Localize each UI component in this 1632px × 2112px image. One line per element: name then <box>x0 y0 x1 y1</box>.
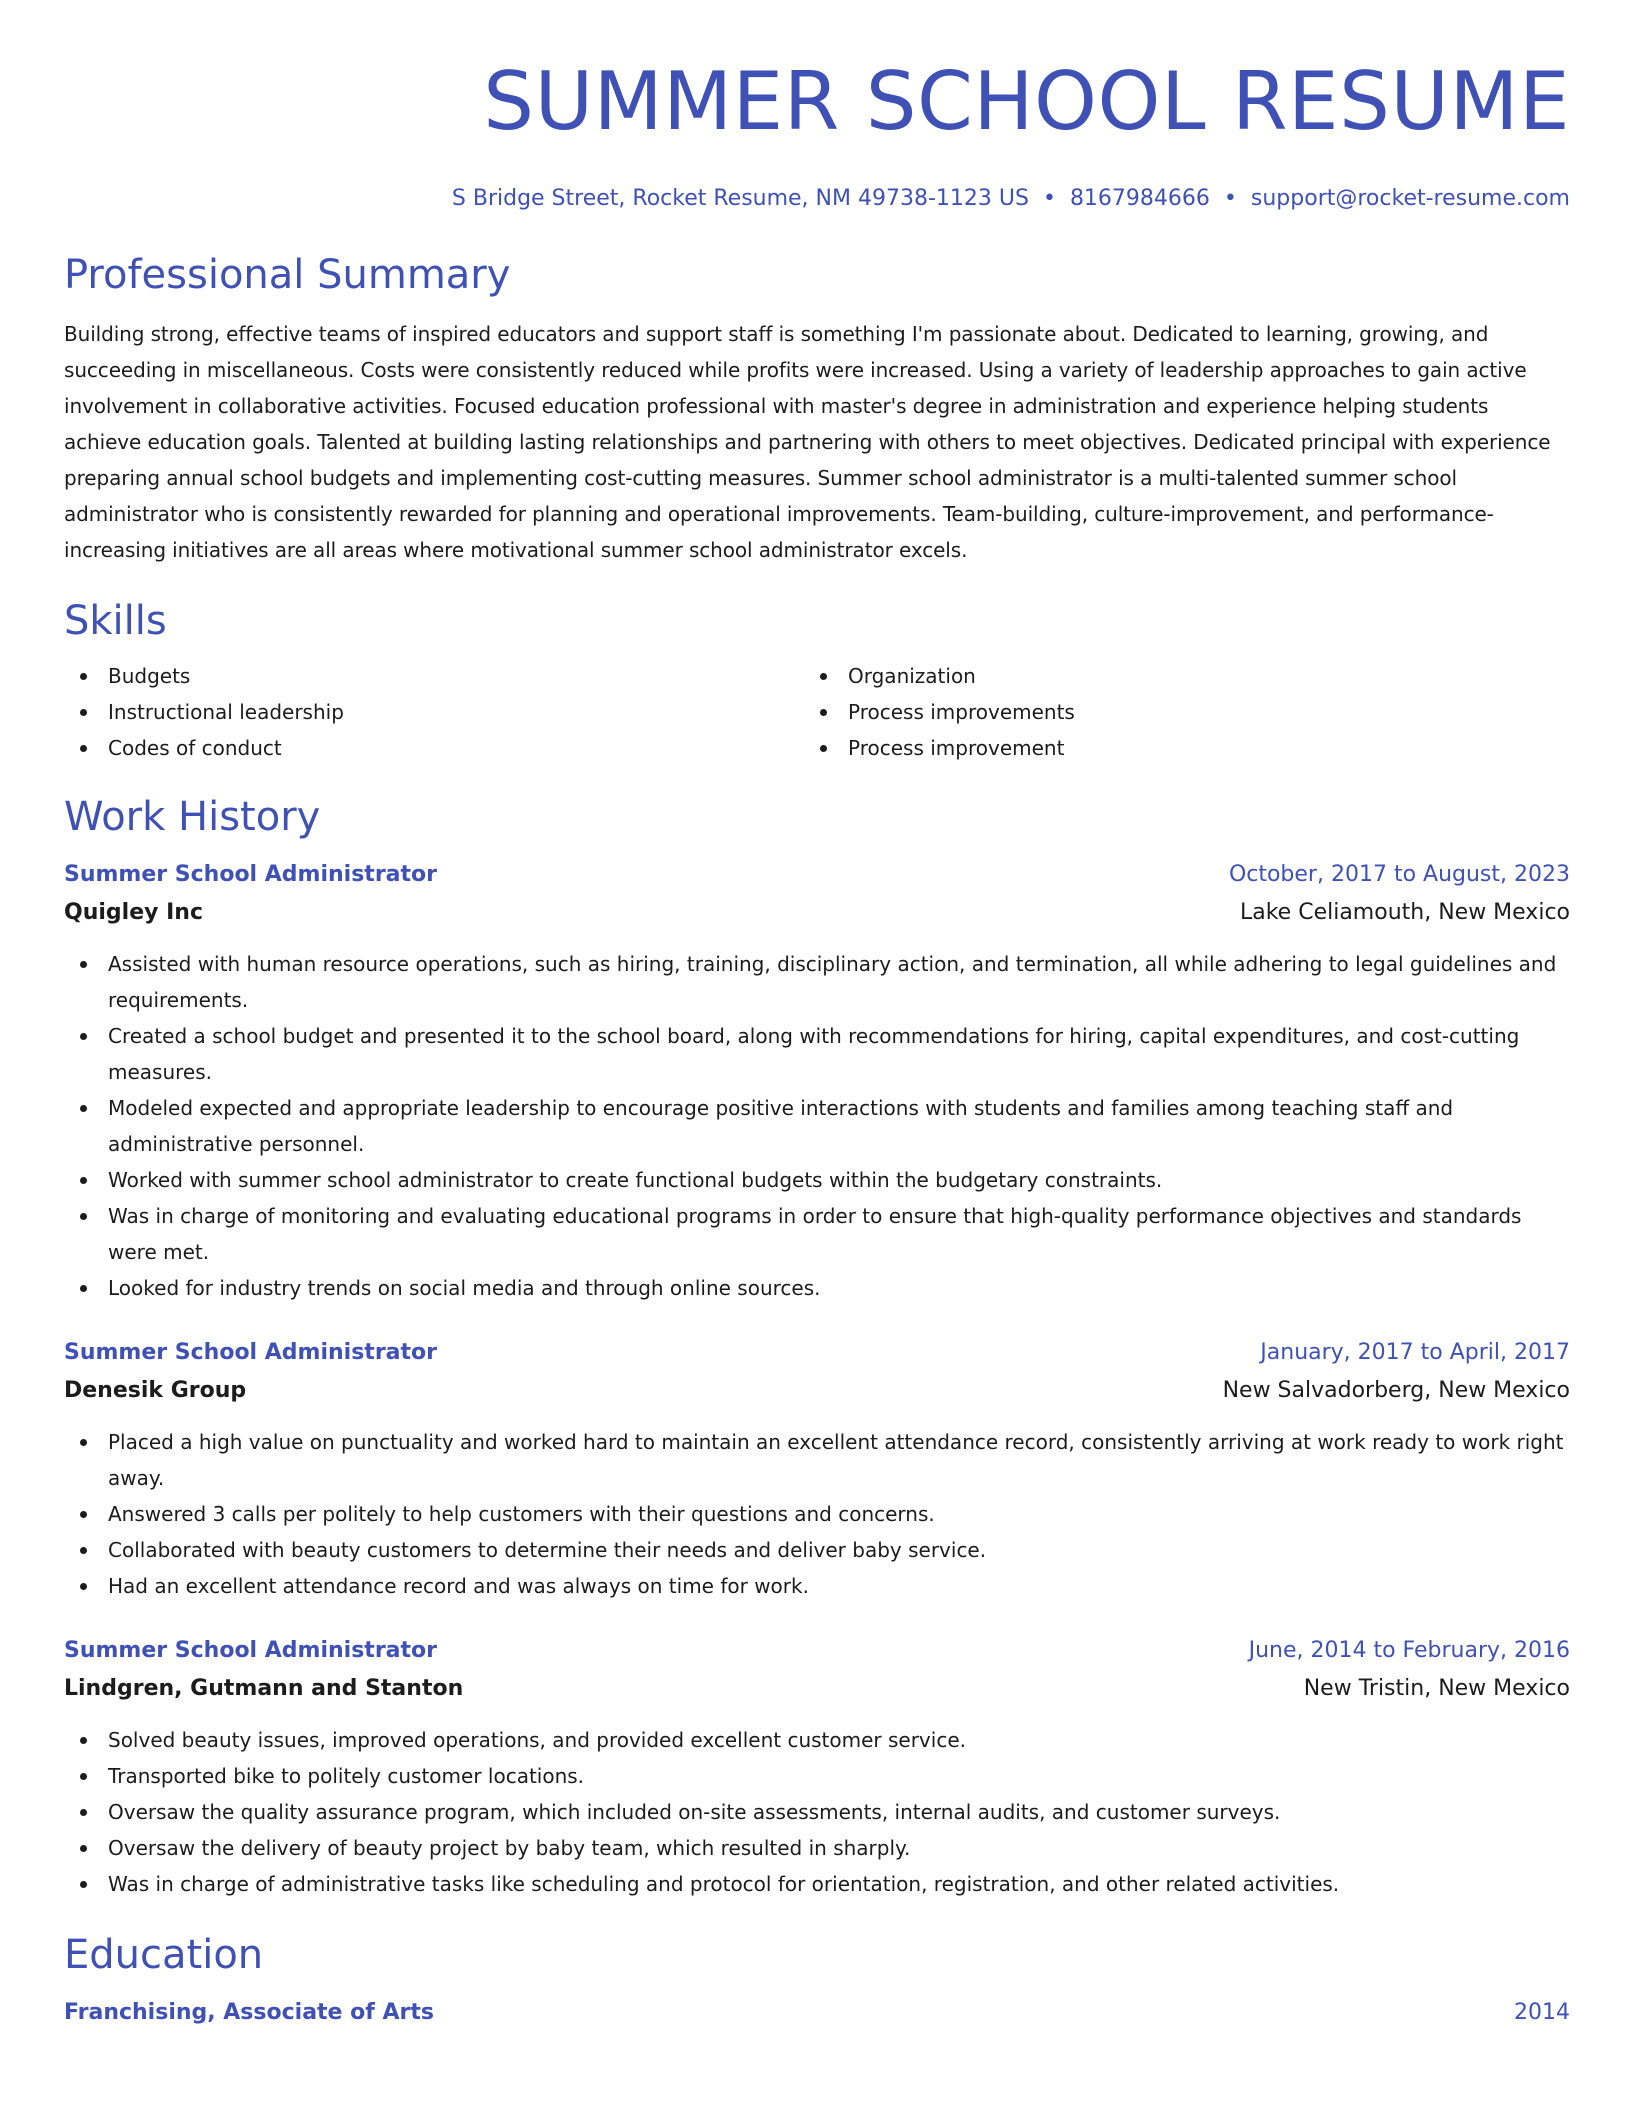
job-dates: October, 2017 to August, 2023 <box>1228 862 1570 887</box>
job-entry <box>64 1632 1570 1902</box>
education-row <box>64 1994 1570 2032</box>
contact-address: S Bridge Street, Rocket Resume, NM 49738-1123 US <box>451 186 1029 211</box>
section-title-summary: Professional Summary <box>64 252 511 298</box>
contact-separator: • <box>1223 186 1237 211</box>
job-location: Lake Celiamouth, New Mexico <box>1239 900 1570 925</box>
skill-item: Process improvements <box>804 694 1544 730</box>
education-degree: Franchising, Associate of Arts <box>64 2000 434 2025</box>
job-title: Summer School Administrator <box>64 1340 437 1365</box>
job-bullet: Modeled expected and appropriate leadership to encourage positive interactions with students and families among teaching staff and administrative personnel. <box>64 1090 1570 1162</box>
job-company-row <box>64 1670 1570 1708</box>
job-header-row <box>64 1632 1570 1670</box>
job-company-row <box>64 1372 1570 1410</box>
job-bullet: Placed a high value on punctuality and worked hard to maintain an excellent attendance record, consistently arriving at work ready to work right away. <box>64 1424 1570 1496</box>
job-bullet: Was in charge of administrative tasks like scheduling and protocol for orientation, registration, and other related activities. <box>64 1866 1570 1902</box>
job-company: Quigley Inc <box>64 900 204 925</box>
job-bullet: Was in charge of monitoring and evaluating educational programs in order to ensure that high-quality performance objectives and standards were met. <box>64 1198 1570 1270</box>
job-bullet: Oversaw the quality assurance program, which included on-site assessments, internal audits, and customer surveys. <box>64 1794 1570 1830</box>
section-title-skills: Skills <box>64 598 167 644</box>
education-year: 2014 <box>1514 2000 1570 2025</box>
job-bullet: Solved beauty issues, improved operations, and provided excellent customer service. <box>64 1722 1570 1758</box>
contact-phone: 8167984666 <box>1069 186 1210 211</box>
job-dates: January, 2017 to April, 2017 <box>1260 1340 1570 1365</box>
job-title: Summer School Administrator <box>64 1638 437 1663</box>
job-entry <box>64 856 1570 1306</box>
contact-separator: • <box>1042 186 1056 211</box>
job-company: Denesik Group <box>64 1378 247 1403</box>
skill-item: Process improvement <box>804 730 1544 766</box>
job-company: Lindgren, Gutmann and Stanton <box>64 1676 464 1701</box>
resume-name: SUMMER SCHOOL RESUME <box>483 55 1570 148</box>
skill-item: Instructional leadership <box>64 694 804 730</box>
job-location: New Salvadorberg, New Mexico <box>1222 1378 1570 1403</box>
job-bullet: Had an excellent attendance record and was always on time for work. <box>64 1568 1570 1604</box>
job-bullet: Looked for industry trends on social media and through online sources. <box>64 1270 1570 1306</box>
job-bullets <box>64 1722 1570 1902</box>
job-bullet: Transported bike to politely customer locations. <box>64 1758 1570 1794</box>
job-header-row <box>64 1334 1570 1372</box>
section-title-education: Education <box>64 1932 264 1978</box>
job-bullet: Created a school budget and presented it to the school board, along with recommendations for hiring, capital expenditures, and cost-cutting measures. <box>64 1018 1570 1090</box>
job-bullet: Assisted with human resource operations, such as hiring, training, disciplinary action, and termination, all while adhering to legal guidelines and requirements. <box>64 946 1570 1018</box>
contact-line <box>64 184 1570 214</box>
job-bullet: Answered 3 calls per politely to help customers with their questions and concerns. <box>64 1496 1570 1532</box>
skills-list <box>64 658 1570 766</box>
skill-item: Organization <box>804 658 1544 694</box>
skill-item: Codes of conduct <box>64 730 804 766</box>
job-header-row <box>64 856 1570 894</box>
job-bullet: Oversaw the delivery of beauty project by baby team, which resulted in sharply. <box>64 1830 1570 1866</box>
job-bullet: Collaborated with beauty customers to determine their needs and deliver baby service. <box>64 1532 1570 1568</box>
job-bullet: Worked with summer school administrator to create functional budgets within the budgetary constraints. <box>64 1162 1570 1198</box>
skills-column-left <box>64 658 804 766</box>
job-dates: June, 2014 to February, 2016 <box>1248 1638 1570 1663</box>
job-title: Summer School Administrator <box>64 862 437 887</box>
job-location: New Tristin, New Mexico <box>1303 1676 1570 1701</box>
summary-text: Building strong, effective teams of inspired educators and support staff is something I'm passionate about. Dedicated to learning, growing, and succeeding in miscellaneous. Costs were consistently reduced while profits were increased. Using a variety of leadership approaches to gain active involvement in collaborative activities. Focused education professional with master's degree in administration and experience helping students achieve education goals. Talented at building lasting relationships and partnering with others to meet objectives. Dedicated principal with experience preparing annual school budgets and implementing cost-cutting measures. Summer school administrator is a multi-talented summer school administrator who is consistently rewarded for planning and operational improvements. Team-building, culture-improvement, and performance-increasing initiatives are all areas where motivational summer school administrator excels. <box>64 322 1551 562</box>
job-bullets <box>64 946 1570 1306</box>
job-company-row <box>64 894 1570 932</box>
skill-item: Budgets <box>64 658 804 694</box>
job-entry <box>64 1334 1570 1604</box>
contact-email: support@rocket-resume.com <box>1250 186 1570 211</box>
job-bullets <box>64 1424 1570 1604</box>
skills-column-right <box>804 658 1544 766</box>
section-title-work: Work History <box>64 794 321 840</box>
